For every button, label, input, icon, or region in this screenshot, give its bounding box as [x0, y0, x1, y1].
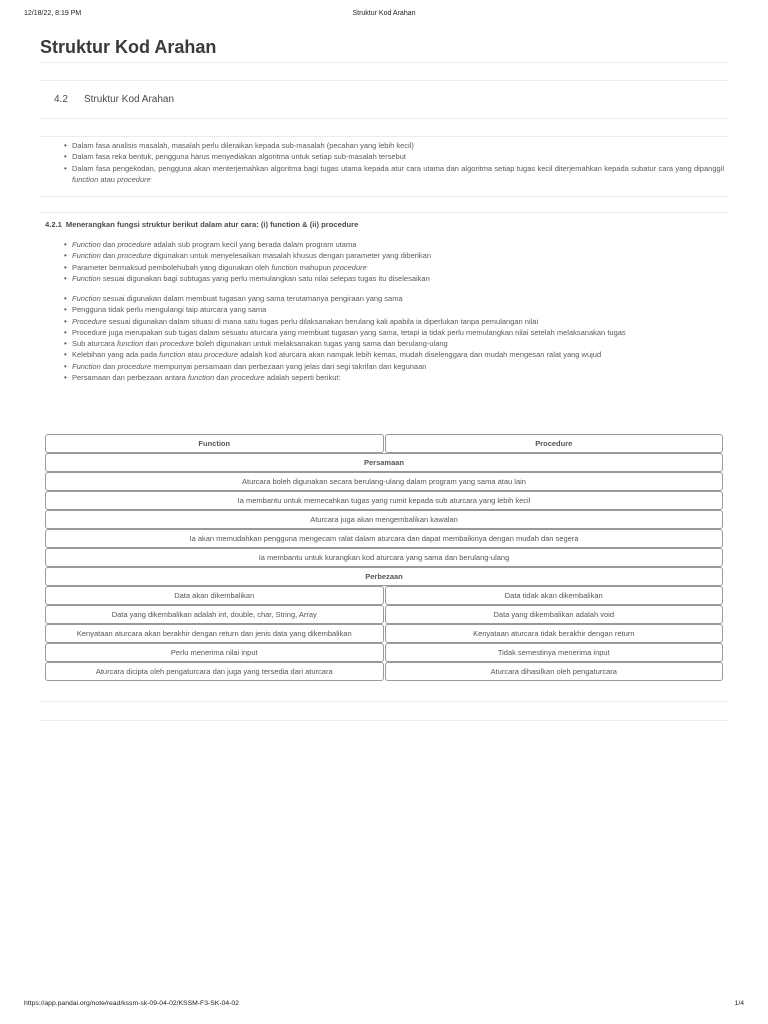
- bullet-item: • Function sesuai digunakan bagi subtugas yang perlu memulangkan satu nilai selepas tugas itu diselesaikan: [72, 273, 724, 284]
- page-title: Struktur Kod Arahan: [40, 37, 217, 57]
- perbezaan-row: [45, 662, 723, 681]
- perbezaan-row: [45, 643, 723, 662]
- divider: [40, 80, 728, 81]
- section-heading: [54, 94, 174, 105]
- print-title: Struktur Kod Arahan: [352, 10, 416, 17]
- bullet-item: • Dalam fasa analisis masalah, masalah perlu dileraikan kepada sub-masalah (pecahan yang lebih kecil): [72, 140, 724, 151]
- bullet-item: • Function sesuai digunakan dalam membuat tugasan yang sama terutamanya pengiraan yang sama: [72, 293, 724, 304]
- perbezaan-row: [45, 586, 723, 605]
- section-number: 4.2: [54, 94, 68, 105]
- divider: [40, 701, 728, 702]
- persamaan-row: Ia akan memudahkan pengguna mengecam ralat dalam aturcara dan dapat membaikinya dengan mudah dan segera: [45, 529, 723, 548]
- comparison-table: [45, 434, 723, 681]
- perbezaan-function-cell: Data yang dikembalikan adalah int, double, char, String, Array: [45, 605, 384, 624]
- print-url: https://app.pandai.org/note/read/kssm-sk-09-04-02/KSSM-F3-SK-04-02: [24, 1000, 239, 1007]
- function-procedure-bullet-list: [72, 239, 724, 284]
- bullet-item: • Function dan procedure digunakan untuk menyelesaikan masalah khusus dengan parameter yang diberikan: [72, 250, 724, 261]
- bullet-item: • Parameter bermaksud pembolehubah yang digunakan oleh function mahupun procedure: [72, 262, 724, 273]
- perbezaan-row: [45, 624, 723, 643]
- subsection-title: Menerangkan fungsi struktur berikut dalam atur cara: (i) function & (ii) procedure: [65, 220, 359, 229]
- perbezaan-label: Perbezaan: [45, 567, 723, 586]
- divider: [40, 118, 728, 119]
- perbezaan-procedure-cell: Data yang dikembalikan adalah void: [385, 605, 724, 624]
- divider: [40, 212, 728, 213]
- subsection-number: 4.2.1: [45, 220, 62, 229]
- bullet-item: • Procedure juga merupakan sub tugas dalam sesuatu aturcara yang membuat tugasan yang sama, tetapi ia tidak perlu memulangkan nilai setelah melaksanakan tugas: [72, 327, 724, 338]
- bullet-item: • Persamaan dan perbezaan antara function dan procedure adalah seperti berikut:: [72, 372, 724, 383]
- persamaan-row: Ia membantu untuk memecahkan tugas yang rumit kepada sub aturcara yang lebih kecil: [45, 491, 723, 510]
- perbezaan-procedure-cell: Aturcara dihasilkan oleh pengaturcara: [385, 662, 724, 681]
- print-footer: [24, 1000, 744, 1010]
- perbezaan-procedure-cell: Kenyataan aturcara tidak berakhir dengan return: [385, 624, 724, 643]
- perbezaan-function-cell: Aturcara dicipta oleh pengaturcara dan juga yang tersedia dari aturcara: [45, 662, 384, 681]
- subsection-heading: [45, 220, 358, 229]
- bullet-item: • Dalam fasa reka bentuk, pengguna harus menyediakan algoritma untuk setiap sub-masalah tersebut: [72, 151, 724, 162]
- header-function: Function: [45, 434, 384, 453]
- bullet-item: • Function dan procedure mempunyai persamaan dan perbezaan yang jelas dari segi takrifan dan kegunaan: [72, 361, 724, 372]
- bullet-item: • Procedure sesuai digunakan dalam situasi di mana satu tugas perlu dilaksanakan berulang kali apabila ia diperlukan tanpa pemulangan nilai: [72, 316, 724, 327]
- perbezaan-procedure-cell: Tidak semestinya menerima input: [385, 643, 724, 662]
- perbezaan-function-cell: Data akan dikembalikan: [45, 586, 384, 605]
- bullet-item: • Kelebihan yang ada pada function atau procedure adalah kod aturcara akan nampak lebih kemas, mudah diselenggara dan mudah mengesan ralat yang wujud: [72, 349, 724, 360]
- persamaan-row: Ia membantu untuk kurangkan kod aturcara yang sama dan berulang-ulang: [45, 548, 723, 567]
- perbezaan-procedure-cell: Data tidak akan dikembalikan: [385, 586, 724, 605]
- perbezaan-function-cell: Perlu menerima nilai input: [45, 643, 384, 662]
- divider: [40, 720, 728, 721]
- bullet-item: • Function dan procedure adalah sub program kecil yang berada dalam program utama: [72, 239, 724, 250]
- section-title: Struktur Kod Arahan: [84, 94, 175, 105]
- divider: [40, 136, 728, 137]
- perbezaan-row: [45, 605, 723, 624]
- header-procedure: Procedure: [385, 434, 724, 453]
- bullet-item: • Dalam fasa pengekodan, pengguna akan menterjemahkan algoritma bagi tugas utama kepada atur cara utama dan algoritma setiap tugas kecil diterjemahkan kepada subatur cara yang dipanggil function atau procedure: [72, 163, 724, 186]
- divider: [40, 62, 728, 63]
- persamaan-row: Aturcara boleh digunakan secara berulang-ulang dalam program yang sama atau lain: [45, 472, 723, 491]
- perbezaan-function-cell: Kenyataan aturcara akan berakhir dengan return dan jenis data yang dikembalikan: [45, 624, 384, 643]
- print-header: [24, 10, 744, 22]
- bullet-item: • Sub aturcara function dan procedure boleh digunakan untuk melaksanakan tugas yang sama dan berulang-ulang: [72, 338, 724, 349]
- print-page-number: 1/4: [734, 1000, 744, 1007]
- intro-bullet-list: [72, 140, 724, 185]
- print-date: 12/18/22, 8:19 PM: [24, 10, 82, 17]
- usage-bullet-list: [72, 293, 724, 383]
- persamaan-row: Aturcara juga akan mengembalikan kawalan: [45, 510, 723, 529]
- bullet-item: • Pengguna tidak perlu mengulangi taip aturcara yang sama: [72, 304, 724, 315]
- persamaan-label: Persamaan: [45, 453, 723, 472]
- divider: [40, 196, 728, 197]
